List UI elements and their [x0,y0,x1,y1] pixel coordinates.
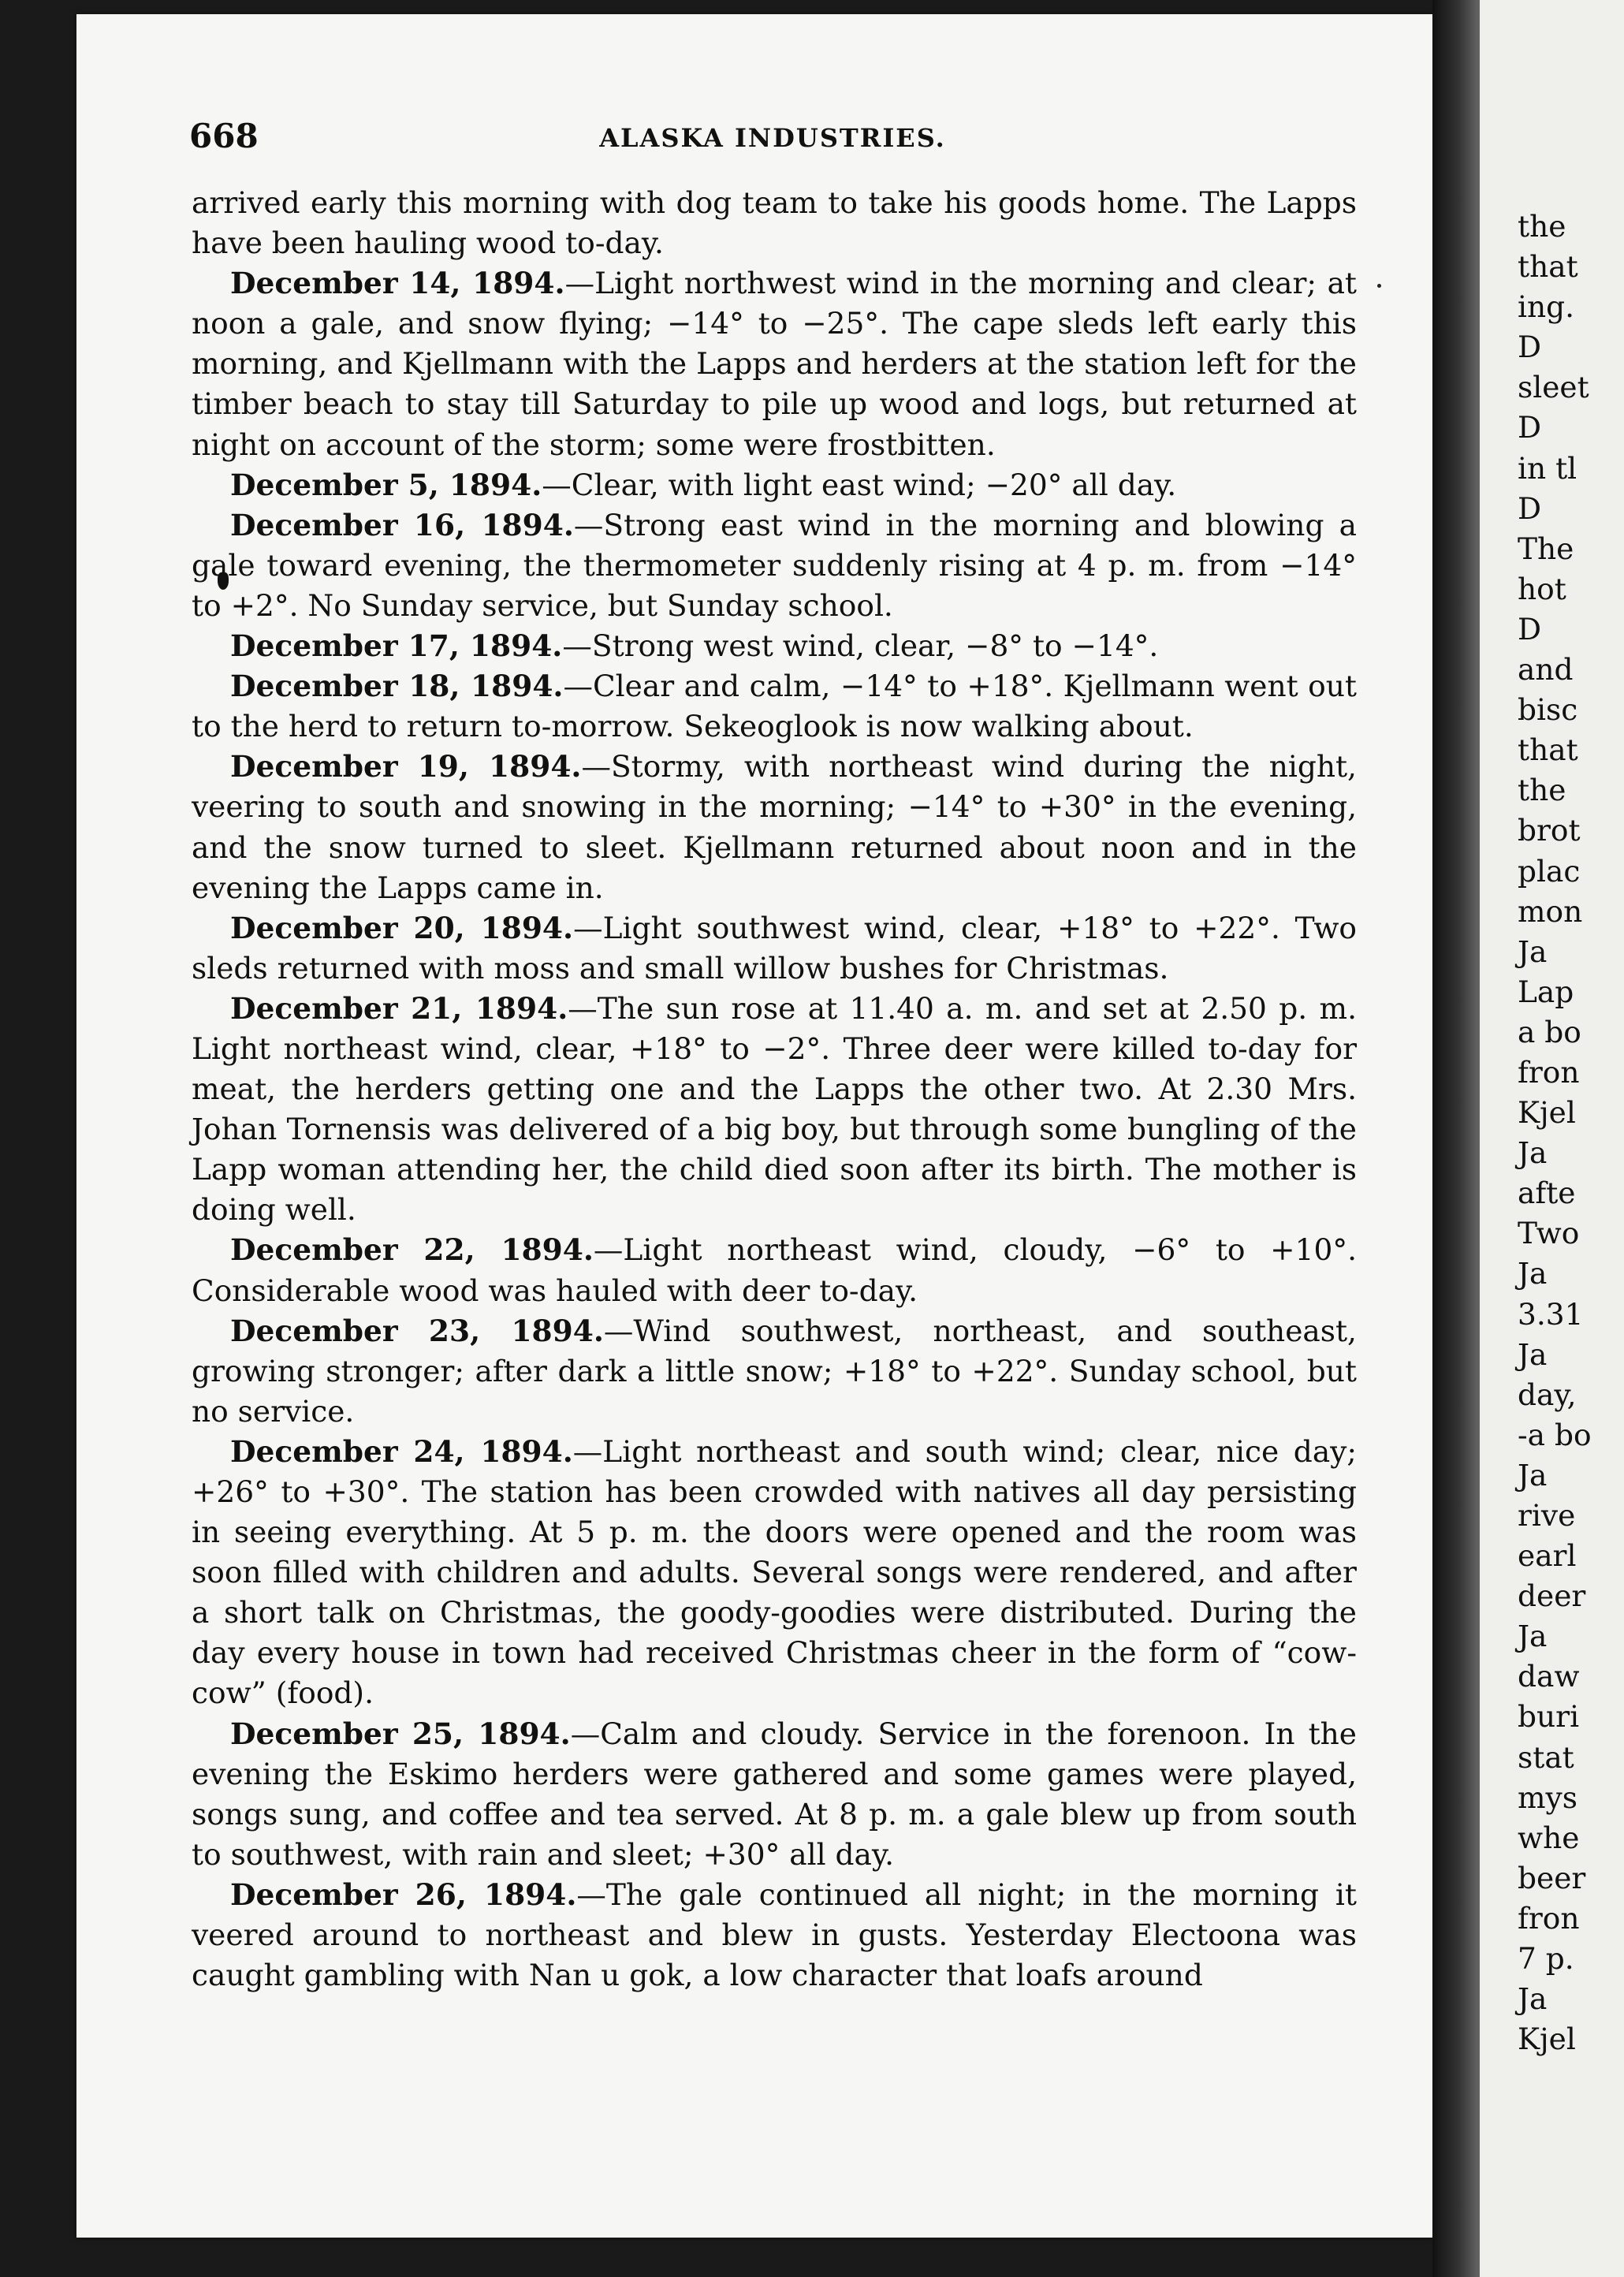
edge-line: ing. [1518,289,1575,325]
entry-text: —Strong east wind in the morning and blowing a gale toward evening, the thermometer suddenly rising at 4 p. m. from −14° to +2°. No Sunday service, but Sunday school. [192,507,1357,623]
edge-line: plac [1518,853,1581,889]
diary-entry [192,505,1357,626]
edge-line: the [1518,773,1566,808]
entry-date: December 25, 1894. [230,1716,571,1751]
book-gutter [1432,0,1480,2277]
entry-date: December 26, 1894. [230,1876,577,1912]
entry-date: December 21, 1894. [230,990,568,1026]
entry-date: December 17, 1894. [230,628,563,664]
edge-line: stat [1518,1739,1574,1775]
entry-date: December 19, 1894. [230,749,582,784]
edge-line: that [1518,732,1578,768]
edge-line: in tl [1518,450,1577,486]
edge-line: D [1518,330,1542,365]
edge-line: beer [1518,1860,1586,1895]
edge-line: afte [1518,1176,1576,1211]
paragraph-text: arrived early this morning with dog team to take his goods home. The Lapps have been hauling wood to-day. [192,185,1357,261]
running-head: ALASKA INDUSTRIES. [599,123,946,153]
edge-line: deer [1518,1578,1586,1614]
diary-entry [192,1311,1357,1432]
body-text [192,183,1357,1996]
entry-text: —The sun rose at 11.40 a. m. and set at 2.50 p. m. Light northeast wind, clear, +18° to −2°. Three deer were killed to-day for meat, the herders getting one and the Lapps the other two. At 2.30 Mrs. Johan Tornensis was delivered of a big boy, but through some bungling of the Lapp woman attending her, the child died soon after its birth. The mother is doing well. [192,990,1357,1228]
page-number: 668 [189,117,259,155]
entry-text: —Wind southwest, northeast, and southeast, growing stronger; after dark a little snow; +18° to +22°. Sunday school, but no service. [192,1313,1357,1429]
entry-date: December 24, 1894. [230,1433,573,1469]
edge-line: brot [1518,813,1581,848]
edge-line: fron [1518,1054,1580,1090]
entry-date: December 16, 1894. [230,507,574,542]
edge-line: Lap [1518,974,1574,1009]
edge-line: Ja [1518,1981,1548,2017]
edge-line: and [1518,652,1574,688]
entry-text: —Light northeast wind, cloudy, −6° to +10°. Considerable wood was hauled with deer to-day. [192,1232,1357,1308]
edge-line: the [1518,209,1566,244]
ink-speck [1377,284,1381,288]
diary-entry [192,1432,1357,1714]
edge-line: Kjel [1518,1095,1576,1131]
entry-text: —Light southwest wind, clear, +18° to +22°. Two sleds returned with moss and small willow bushes for Christmas. [192,910,1357,986]
page-header [189,117,1356,164]
edge-line: 7 p. [1518,1941,1574,1977]
edge-line: that [1518,249,1578,285]
entry-date: December 20, 1894. [230,910,574,945]
diary-entry [192,666,1357,747]
edge-line: whe [1518,1820,1580,1855]
entry-text: —Clear and calm, −14° to +18°. Kjellmann went out to the herd to return to-morrow. Sekeoglook is now walking about. [192,669,1357,744]
edge-line: D [1518,611,1542,647]
entry-text: —The gale continued all night; in the morning it veered around to northeast and blew in gusts. Yesterday Electoona was caught gambling with Nan u gok, a low character that loafs around [192,1876,1357,1993]
edge-line: buri [1518,1699,1580,1735]
entry-text: —Clear, with light east wind; −20° all day. [542,467,1177,502]
edge-line: mon [1518,893,1583,929]
paragraph [192,183,1357,263]
edge-line: Two [1518,1216,1580,1251]
entry-date: December 14, 1894. [230,266,565,301]
edge-line: daw [1518,1659,1580,1694]
edge-line: fron [1518,1900,1580,1936]
edge-line: day, [1518,1377,1577,1412]
edge-line: D [1518,410,1542,445]
entry-text: —Calm and cloudy. Service in the forenoon. In the evening the Eskimo herders were gathered and some games were played, songs sung, and coffee and tea served. At 8 p. m. a gale blew up from south to southwest, with rain and sleet; +30° all day. [192,1716,1357,1872]
diary-entry [192,1875,1357,1996]
diary-entry [192,1714,1357,1875]
entry-date: December 18, 1894. [230,669,564,704]
edge-line: D [1518,490,1542,526]
edge-line: mys [1518,1779,1577,1815]
diary-entry [192,465,1357,505]
edge-line: sleet [1518,370,1589,405]
edge-line: The [1518,531,1574,566]
diary-entry [192,626,1357,666]
diary-entry [192,1230,1357,1310]
edge-line: hot [1518,571,1566,606]
edge-line: 3.31 [1518,1296,1584,1332]
edge-line: Kjel [1518,2022,1576,2057]
edge-line: earl [1518,1538,1577,1574]
edge-line: -a bo [1518,1417,1592,1452]
edge-line: Ja [1518,1256,1548,1291]
edge-line: Ja [1518,934,1548,969]
edge-line: bisc [1518,692,1578,728]
diary-entry [192,989,1357,1231]
edge-line: Ja [1518,1619,1548,1654]
diary-entry [192,747,1357,907]
edge-line: Ja [1518,1336,1548,1372]
entry-date: December 22, 1894. [230,1232,594,1268]
entry-date: December 23, 1894. [230,1313,604,1348]
edge-line: a bo [1518,1014,1581,1049]
entry-text: —Stormy, with northeast wind during the night, veering to south and snowing in the morning; −14° to +30° in the evening, and the snow turned to sleet. Kjellmann returned about noon and in the evening the Lapps came in. [192,749,1357,905]
entry-date: December 5, 1894. [230,467,542,502]
edge-line: Ja [1518,1457,1548,1493]
diary-entry [192,908,1357,989]
edge-line: rive [1518,1498,1576,1533]
diary-entry [192,263,1357,464]
entry-text: —Light northeast and south wind; clear, nice day; +26° to +30°. The station has been crowded with natives all day persisting in seeing everything. At 5 p. m. the doors were opened and the room was soon filled with children and adults. Several songs were rendered, and after a short talk on Christmas, the goody-goodies were distributed. During the day every house in town had received Christmas cheer in the form of “cow-cow” (food). [192,1433,1357,1711]
entry-text: —Strong west wind, clear, −8° to −14°. [562,628,1159,664]
edge-line: Ja [1518,1135,1548,1171]
adjacent-page-edge-text [1518,207,1592,2059]
entry-text: —Light northwest wind in the morning and clear; at noon a gale, and snow flying; −14° to −25°. The cape sleds left early this morning, and Kjellmann with the Lapps and herders at the station left for the timber beach to stay till Saturday to pile up wood and logs, but returned at night on account of the storm; some were frostbitten. [192,266,1357,462]
